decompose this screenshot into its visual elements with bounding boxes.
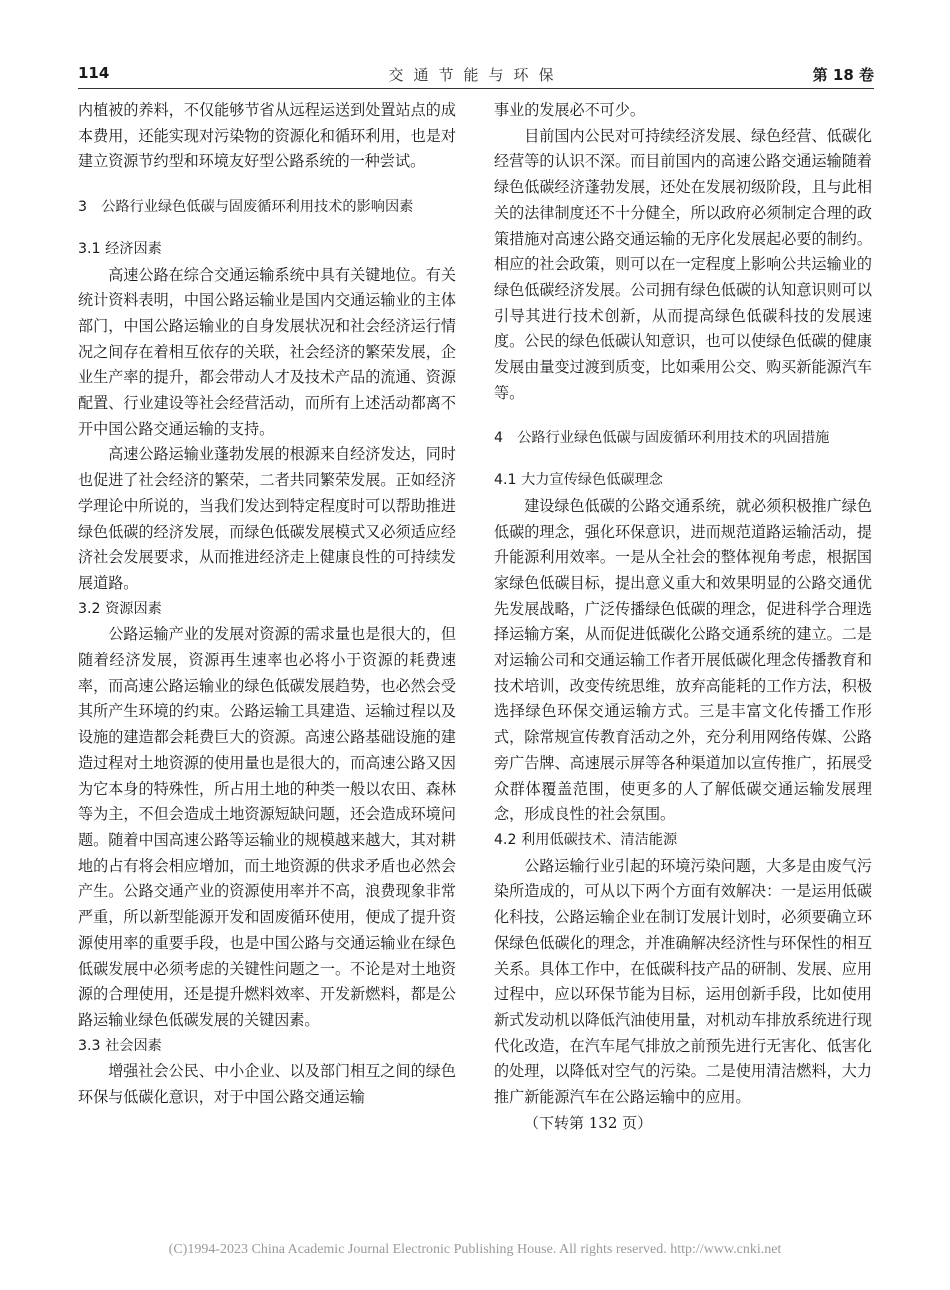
section-3-2-heading: 3.2 资源因素 — [78, 600, 162, 617]
right-column — [494, 98, 872, 1135]
section-3-3-continued: 事业的发展必不可少。 — [494, 101, 645, 119]
section-4-1-heading: 4.1 大力宣传绿色低碳理念 — [494, 472, 663, 489]
journal-title: 交通节能与环保 — [388, 66, 564, 84]
page-number: 114 — [78, 64, 110, 82]
section-3-3-paragraph-1: 增强社会公民、中小企业、以及部门相互之间的绿色环保与低碳化意识，对于中国公路交通运输 — [78, 1062, 456, 1107]
section-3-3-heading: 3.3 社会因素 — [78, 1037, 162, 1054]
section-3-1-heading: 3.1 经济因素 — [78, 240, 162, 257]
volume-label: 第 18 卷 — [812, 66, 874, 84]
left-column — [78, 98, 456, 1111]
continued-on-page-note: （下转第 132 页） — [524, 1113, 653, 1132]
intro-continued-paragraph: 内植被的养料，不仅能够节省从远程运送到处置站点的成本费用，还能实现对污染物的资源化和循环利用，也是对建立资源节约型和环境友好型公路系统的一种尝试。 — [78, 101, 456, 171]
section-3-3-paragraph-2: 目前国内公民对可持续经济发展、绿色经营、低碳化经营等的认识不深。而目前国内的高速公路交通运输随着绿色低碳经济蓬勃发展，还处在发展初级阶段，且与此相关的法律制度还不十分健全，所以政府必须制定合理的政策措施对高速公路交通运输的无序化发展起必要的制约。相应的社会政策，则可以在一定程度上影响公共运输业的绿色低碳经济发展。公司拥有绿色低碳的认知意识则可以引导其进行技术创新，从而提高绿色低碳科技的发展速度。公民的绿色低碳认知意识，也可以使绿色低碳的健康发展由量变过渡到质变，比如乘用公交、购买新能源汽车等。 — [494, 126, 872, 402]
copyright-footer: (C)1994-2023 China Academic Journal Electronic Publishing House. All rights reserved. http://www.cnki.net — [168, 1242, 782, 1257]
section-4-heading: 4 公路行业绿色低碳与固废循环利用技术的巩固措施 — [494, 430, 830, 447]
running-header — [78, 62, 874, 89]
section-3-heading: 3 公路行业绿色低碳与固废循环利用技术的影响因素 — [78, 199, 414, 216]
section-4-1-paragraph-1: 建设绿色低碳的公路交通系统，就必须积极推广绿色低碳的理念，强化环保意识，进而规范道路运输活动，提升能源利用效率。一是从全社会的整体视角考虑，根据国家绿色低碳目标，提出意义重大和效果明显的公路交通优先发展战略，广泛传播绿色低碳的理念，促进科学合理选择运输方案，从而促进低碳化公路交通系统的建立。二是对运输公司和交通运输工作者开展低碳化理念传播教育和技术培训，改变传统思维，放弃高能耗的工作方法，积极选择绿色环保交通运输方式。三是丰富文化传播工作形式，除常规宣传教育活动之外，充分利用网络传媒、公路旁广告牌、高速展示屏等各种渠道加以宣传推广，拓展受众群体覆盖范围，使更多的人了解低碳交通运输发展理念，形成良性的社会氛围。 — [494, 496, 872, 824]
section-4-2-heading: 4.2 利用低碳技术、清洁能源 — [494, 831, 678, 848]
section-3-1-paragraph-1: 高速公路在综合交通运输系统中具有关键地位。有关统计资料表明，中国公路运输业是国内交通运输业的主体部门，中国公路运输业的自身发展状况和社会经济运行情况之间存在着相互依存的关联，社会经济的繁荣发展，企业生产率的提升，都会带动人才及技术产品的流通、资源配置、行业建设等社会经营活动，而所有上述活动都离不开中国公路交通运输的支持。 — [78, 265, 456, 438]
section-3-1-paragraph-2: 高速公路运输业蓬勃发展的根源来自经济发达，同时也促进了社会经济的繁荣，二者共同繁荣发展。正如经济学理论中所说的，当我们发达到特定程度时可以帮助推进绿色低碳的经济发展，而绿色低碳发展模式又必须适应经济社会发展要求，从而推进经济走上健康良性的可持续发展道路。 — [78, 445, 456, 592]
section-3-2-paragraph-1: 公路运输产业的发展对资源的需求量也是很大的，但随着经济发展，资源再生速率也必将小于资源的耗费速率，而高速公路运输业的绿色低碳发展趋势，也必然会受其所产生环境的约束。公路运输工具建造、运输过程以及设施的建造都会耗费巨大的资源。高速公路基础设施的建造过程对土地资源的使用量也是很大的，而高速公路又因为它本身的特殊性，所占用土地的种类一般以农田、森林等为主，不但会造成土地资源短缺问题，还会造成环境问题。随着中国高速公路等运输业的规模越来越大，其对耕地的占有将会相应增加，而土地资源的供求矛盾也必然会产生。公路交通产业的资源使用率并不高，浪费现象非常严重，所以新型能源开发和固废循环使用，便成了提升资源使用率的重要手段，也是中国公路与交通运输业在绿色低碳发展中必须考虑的关键性问题之一。不论是对土地资源的合理使用，还是提升燃料效率、开发新燃料，都是公路运输业绿色低碳发展的关键因素。 — [78, 625, 456, 1029]
section-4-2-paragraph-1: 公路运输行业引起的环境污染问题，大多是由废气污染所造成的，可从以下两个方面有效解决：一是运用低碳化科技，公路运输企业在制订发展计划时，必须要确立环保绿色低碳化的理念，并准确解决经济性与环保性的相互关系。具体工作中，在低碳科技产品的研制、发展、应用过程中，应以环保节能为目标，运用创新手段，比如使用新式发动机以降低汽油使用量，对机动车排放系统进行现代化改造，在汽车尾气排放之前预先进行无害化、低害化的处理，以降低对空气的污染。二是使用清洁燃料，大力推广新能源汽车在公路运输中的应用。 — [494, 856, 872, 1107]
